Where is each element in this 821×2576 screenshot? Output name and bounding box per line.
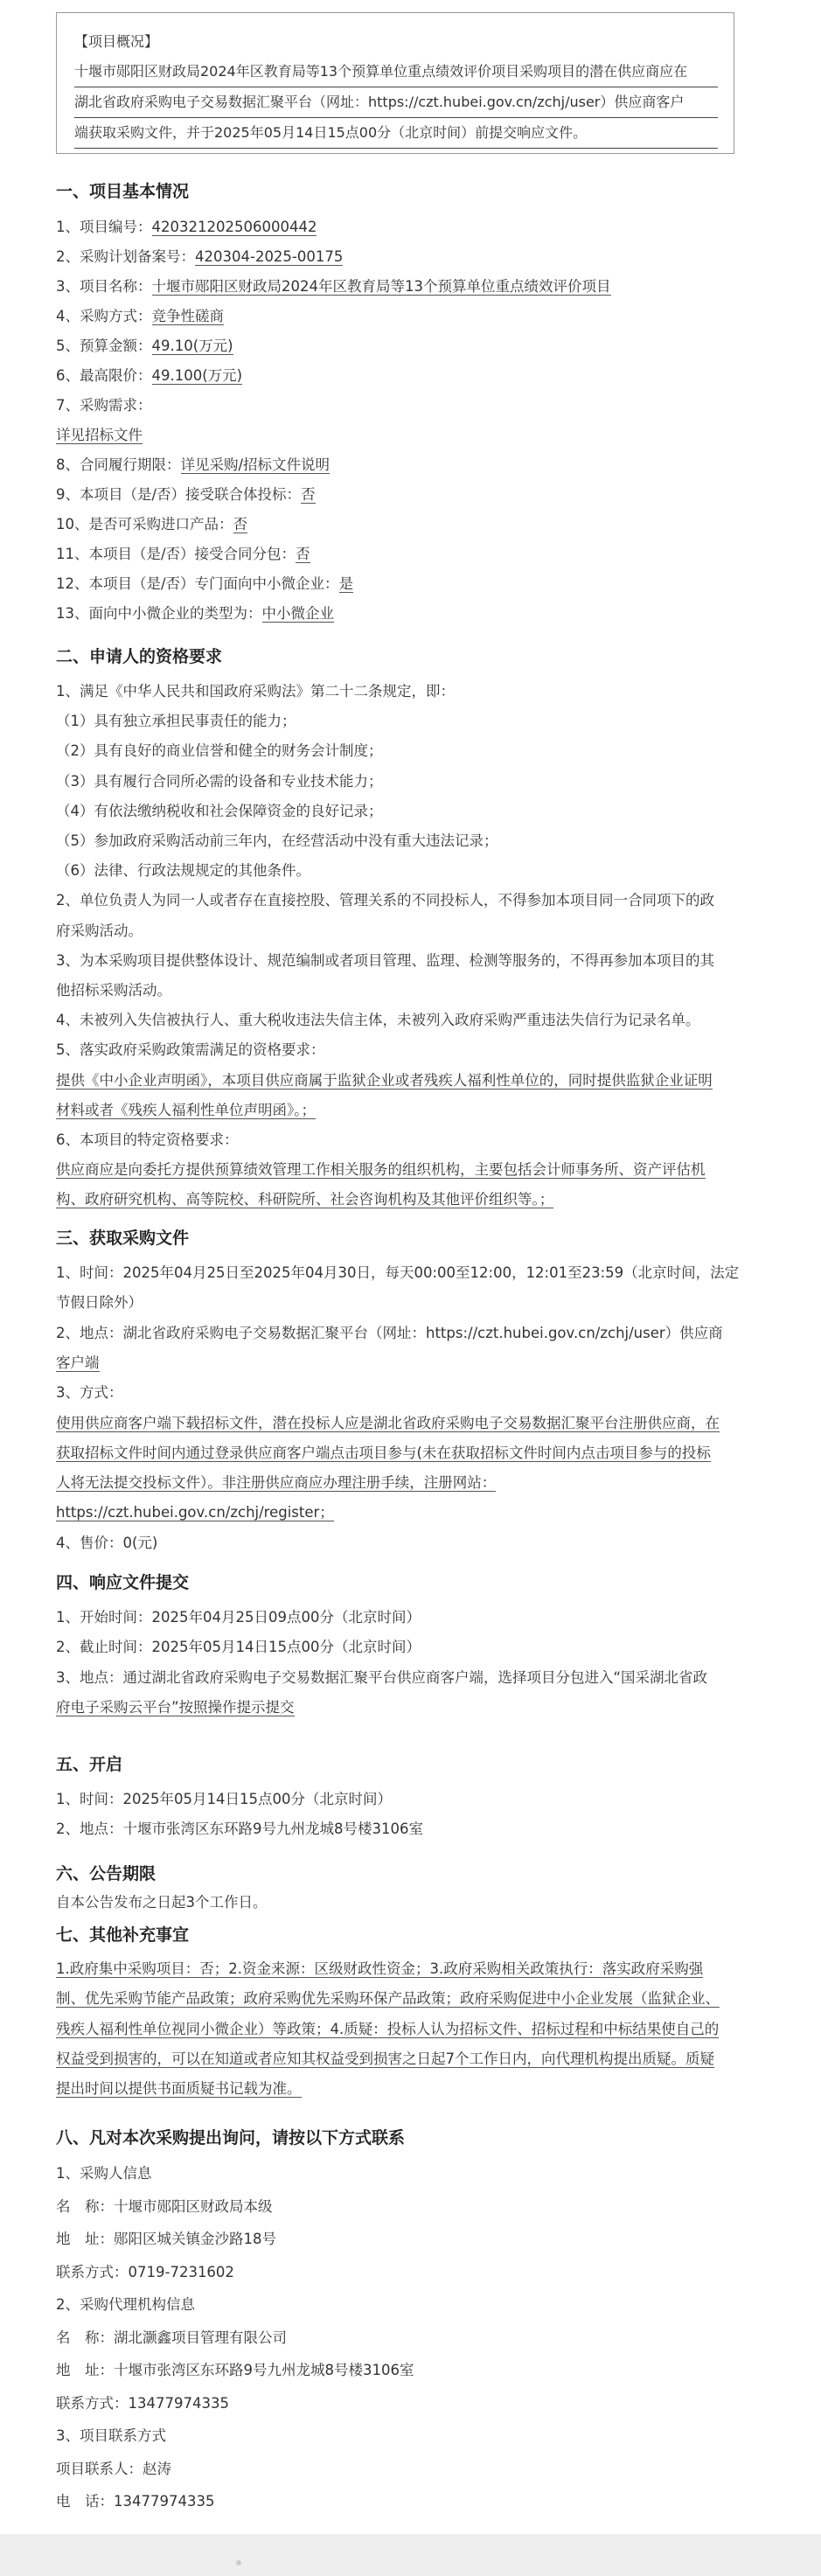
s5-line	[56, 1819, 423, 1840]
item-value: 否	[296, 546, 310, 562]
item-label: 10、是否可采购进口产品：	[56, 516, 233, 533]
item-value: 详见招标文件	[56, 427, 143, 443]
s2-line	[56, 1159, 706, 1180]
s8-line	[56, 2197, 273, 2217]
item-label: 8、合同履行期限：	[56, 456, 181, 473]
s1-item	[56, 484, 316, 505]
s2-line	[56, 681, 455, 702]
line-text: 自本公告发布之日起3个工作日。	[56, 1894, 268, 1911]
line-text: 供应商应是向委托方提供预算绩效管理工作相关服务的组织机构，主要包括会计师事务所、资产评估机	[56, 1161, 706, 1179]
s3-line	[56, 1323, 723, 1344]
item-label: 9、本项目（是/否）接受联合体投标：	[56, 486, 302, 503]
item-value: 49.100(万元)	[151, 367, 243, 384]
overview-line: 十堰市郧阳区财政局2024年区教育局等13个预算单位重点绩效评价项目采购项目的潜在供应商应在	[74, 57, 718, 87]
line-text: （2）具有良好的商业信誉和健全的财务会计制度；	[56, 742, 383, 760]
s3-line	[56, 1443, 711, 1464]
line-text: 名 称：十堰市郧阳区财政局本级	[56, 2197, 273, 2215]
item-label: 4、采购方式：	[56, 308, 152, 324]
line-text: https://czt.hubei.gov.cn/zchj/register；	[56, 1504, 334, 1521]
s1-item	[56, 544, 310, 565]
s2-line	[56, 711, 296, 732]
line-text: 5、落实政府采购政策需满足的资格要求：	[56, 1041, 325, 1059]
s2-line	[56, 741, 383, 762]
line-text: 1、开始时间：2025年04月25日09点00分（北京时间）	[56, 1609, 421, 1626]
s6-line	[56, 1892, 268, 1913]
s5-line	[56, 1789, 392, 1810]
s8-line	[56, 2229, 276, 2250]
s4-line	[56, 1607, 421, 1628]
toolbar-dot-icon	[236, 2560, 241, 2566]
line-text: 节假日除外）	[56, 1294, 143, 1312]
s8-line	[56, 2360, 414, 2381]
s1-item	[56, 217, 317, 238]
line-text: 残疾人福利性单位视同小微企业）等政策；4.质疑：投标人认为招标文件、招标过程和中标结果使自己的	[56, 2020, 720, 2037]
section-heading-submission: 四、响应文件提交	[56, 1573, 190, 1592]
line-text: （4）有依法缴纳税收和社会保障资金的良好记录；	[56, 802, 383, 819]
item-label: 11、本项目（是/否）接受合同分包：	[56, 546, 296, 562]
item-value: 420304-2025-00175	[195, 248, 344, 265]
line-text: 名 称：湖北灏鑫项目管理有限公司	[56, 2329, 287, 2346]
project-overview-box	[56, 12, 734, 154]
line-text: （1）具有独立承担民事责任的能力；	[56, 713, 296, 730]
s8-line	[56, 2491, 214, 2512]
s1-item	[56, 395, 152, 416]
line-text: 制、优先采购节能产品政策；政府采购优先采购环保产品政策；政府采购促进中小企业发展（监狱企业、	[56, 1990, 720, 2008]
section-heading-obtain-documents: 三、获取采购文件	[56, 1229, 190, 1248]
item-label: 6、最高限价：	[56, 367, 152, 384]
line-text: 权益受到损害的，可以在知道或者应知其权益受到损害之日起7个工作日内，向代理机构提出质疑。质疑	[56, 2050, 714, 2067]
s2-line	[56, 801, 383, 822]
line-text: 1、时间：2025年04月25日至2025年04月30日，每天00:00至12:00，12:01至23:59（北京时间，法定	[56, 1264, 740, 1281]
s7-line	[56, 2078, 302, 2099]
s7-line	[56, 1988, 720, 2009]
line-text: 使用供应商客户端下载招标文件，潜在投标人应是湖北省政府采购电子交易数据汇聚平台注册供应商，在	[56, 1414, 720, 1431]
s2-line	[56, 1010, 700, 1031]
item-label: 12、本项目（是/否）专门面向中小微企业：	[56, 575, 339, 592]
s8-line	[56, 2393, 229, 2414]
s2-line	[56, 950, 714, 971]
s2-line	[56, 1130, 239, 1151]
item-label: 5、预算金额：	[56, 338, 152, 354]
s1-item	[56, 603, 334, 624]
line-text: 构、政府研究机构、高等院校、科研院所、社会咨询机构及其他评价组织等。；	[56, 1191, 554, 1208]
line-text: 地 址：十堰市张湾区东环路9号九州龙城8号楼3106室	[56, 2362, 414, 2378]
s2-line	[56, 890, 714, 911]
item-value: 49.10(万元)	[151, 338, 233, 354]
s3-line	[56, 1502, 334, 1523]
item-label: 2、采购计划备案号：	[56, 248, 195, 265]
s1-item	[56, 514, 247, 535]
s2-line	[56, 831, 498, 852]
s4-line	[56, 1637, 421, 1658]
s1-item	[56, 425, 143, 446]
s3-line	[56, 1292, 143, 1313]
s3-line	[56, 1413, 720, 1434]
line-text: 6、本项目的特定资格要求：	[56, 1131, 239, 1148]
s8-line	[56, 2163, 152, 2184]
line-text: 府采购活动。	[56, 922, 143, 939]
section-heading-qualification: 二、申请人的资格要求	[56, 647, 223, 666]
overview-line: 端获取采购文件，并于2025年05月14日15点00分（北京时间）前提交响应文件。	[74, 118, 718, 149]
line-text: 3、为本采购项目提供整体设计、规范编制或者项目管理、监理、检测等服务的，不得再参加本项目的其	[56, 951, 714, 969]
line-text: 联系方式：0719-7231602	[56, 2263, 234, 2280]
s2-line	[56, 980, 171, 1001]
line-text: 材料或者《残疾人福利性单位声明函》。；	[56, 1101, 316, 1118]
item-label: 3、项目名称：	[56, 278, 152, 295]
item-label: 1、项目编号：	[56, 219, 152, 235]
line-text: 提出时间以提供书面质疑书记载为准。	[56, 2080, 302, 2098]
item-value: 中小微企业	[261, 605, 334, 622]
s8-line	[56, 2262, 234, 2283]
s7-line	[56, 1959, 703, 1980]
s3-line	[56, 1263, 739, 1284]
line-text: 2、地点：十堰市张湾区东环路9号九州龙城8号楼3106室	[56, 1821, 423, 1837]
line-text: 1.政府集中采购项目：否；2.资金来源：区级财政性资金；3.政府采购相关政策执行：落实政府采购强	[56, 1960, 704, 1977]
overview-title: 【项目概况】	[74, 33, 159, 50]
line-text: 他招标采购活动。	[56, 982, 171, 999]
s2-line	[56, 1040, 325, 1061]
item-value: 详见采购/招标文件说明	[180, 456, 330, 473]
item-value: 否	[301, 486, 316, 503]
line-text: 3、方式：	[56, 1384, 123, 1402]
line-text: 地 址：郧阳区城关镇金沙路18号	[56, 2231, 276, 2247]
section-heading-contact: 八、凡对本次采购提出询问，请按以下方式联系	[56, 2128, 406, 2148]
item-value: 是	[338, 575, 354, 592]
bottom-toolbar-strip	[0, 2534, 821, 2576]
line-text: （6）法律、行政法规规定的其他条件。	[56, 862, 310, 880]
line-text: 1、时间：2025年05月14日15点00分（北京时间）	[56, 1791, 392, 1807]
line-text: 4、未被列入失信被执行人、重大税收违法失信主体，未被列入政府采购严重违法失信行为记录名单。	[56, 1012, 700, 1029]
s1-item	[56, 455, 330, 476]
s2-line	[56, 771, 383, 792]
line-text: 客户端	[56, 1354, 100, 1371]
section-heading-opening: 五、开启	[56, 1755, 123, 1774]
line-text: 1、采购人信息	[56, 2165, 152, 2182]
line-text: 府电子采购云平台”按照操作提示提交	[56, 1698, 295, 1716]
s2-line	[56, 1189, 553, 1210]
s8-line	[56, 2459, 171, 2480]
section-heading-notice-period: 六、公告期限	[56, 1864, 157, 1883]
line-text: 1、满足《中华人民共和国政府采购法》第二十二条规定，即：	[56, 683, 455, 700]
s2-line	[56, 1100, 316, 1121]
item-label: 7、采购需求：	[56, 397, 152, 414]
s2-line	[56, 921, 143, 942]
line-text: 电 话：13477974335	[56, 2493, 215, 2510]
line-text: 3、地点：通过湖北省政府采购电子交易数据汇聚平台供应商客户端，选择项目分包进入“国采湖北省政	[56, 1668, 708, 1686]
line-text: 4、售价：0(元)	[56, 1534, 158, 1551]
line-text: 联系方式：13477974335	[56, 2394, 229, 2412]
s3-line	[56, 1533, 157, 1554]
s4-line	[56, 1667, 707, 1688]
s1-item	[56, 247, 343, 268]
line-text: （5）参加政府采购活动前三年内，在经营活动中没有重大违法记录；	[56, 832, 498, 849]
line-text: 人将无法提交投标文件）。非注册供应商应办理注册手续，注册网站：	[56, 1474, 497, 1492]
section-heading-supplementary: 七、其他补充事宜	[56, 1925, 190, 1945]
line-text: （3）具有履行合同所必需的设备和专业技术能力；	[56, 772, 383, 790]
line-text: 2、采购代理机构信息	[56, 2296, 195, 2313]
line-text: 2、地点：湖北省政府采购电子交易数据汇聚平台（网址：https://czt.hubei.gov.cn/zchj/user）供应商	[56, 1324, 723, 1341]
s7-line	[56, 2019, 719, 2040]
s1-item	[56, 336, 233, 357]
s8-line	[56, 2426, 166, 2447]
s3-line	[56, 1353, 100, 1374]
item-value: 竞争性磋商	[151, 308, 224, 324]
section-heading-basic-info: 一、项目基本情况	[56, 182, 190, 201]
line-text: 提供《中小企业声明函》，本项目供应商属于监狱企业或者残疾人福利性单位的，同时提供监狱企业证明	[56, 1071, 713, 1089]
item-value: 否	[233, 516, 247, 533]
line-text: 获取招标文件时间内通过登录供应商客户端点击项目参与(未在获取招标文件时间内点击项目参与的投标	[56, 1444, 711, 1461]
s1-item	[56, 306, 224, 327]
item-value: 十堰市郧阳区财政局2024年区教育局等13个预算单位重点绩效评价项目	[151, 278, 611, 295]
s8-line	[56, 2328, 287, 2349]
item-label: 13、面向中小微企业的类型为：	[56, 605, 262, 622]
s1-item	[56, 276, 611, 297]
line-text: 2、单位负责人为同一人或者存在直接控股、管理关系的不同投标人，不得参加本项目同一合同项下的政	[56, 892, 714, 909]
s4-line	[56, 1697, 295, 1718]
s3-line	[56, 1472, 496, 1493]
item-value: 420321202506000442	[151, 219, 317, 235]
line-text: 3、项目联系方式	[56, 2427, 166, 2444]
line-text: 2、截止时间：2025年05月14日15点00分（北京时间）	[56, 1639, 421, 1656]
s2-line	[56, 1070, 713, 1091]
line-text: 项目联系人：赵涛	[56, 2460, 171, 2477]
s7-line	[56, 2049, 714, 2070]
s2-line	[56, 860, 310, 881]
overview-line: 湖北省政府采购电子交易数据汇聚平台（网址：https://czt.hubei.gov.cn/zchj/user）供应商客户	[74, 87, 718, 118]
s3-line	[56, 1382, 123, 1403]
s1-item	[56, 574, 353, 595]
s1-item	[56, 366, 242, 386]
s8-line	[56, 2294, 195, 2315]
